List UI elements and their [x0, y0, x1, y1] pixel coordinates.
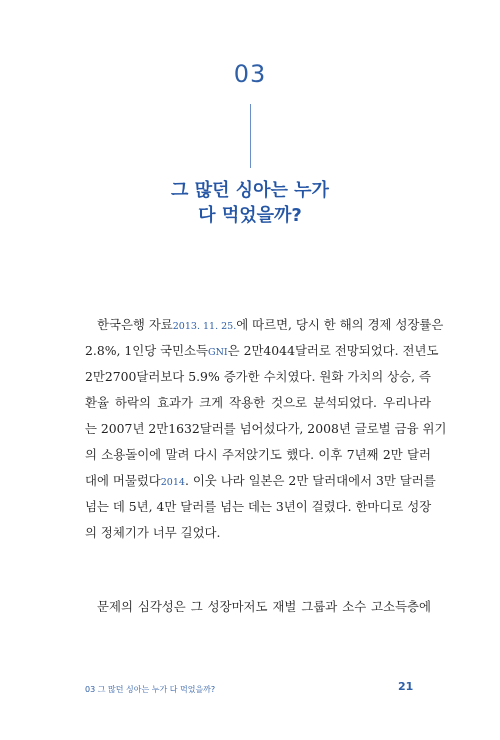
text-line: 2.8%, 1인당 국민소득GNI은 2만4044달러로 전망되었다. 전년도: [85, 343, 439, 358]
chapter-title: [0, 178, 500, 228]
text-line: 2만2700달러보다 5.9% 증가한 수치였다. 원화 가치의 상승, 즉: [85, 369, 431, 384]
body-paragraph-1: [85, 312, 447, 546]
abbreviation-note: GNI: [208, 347, 228, 358]
text-line: 의 정체기가 너무 길었다.: [85, 525, 221, 540]
body-paragraph-2: [85, 594, 431, 620]
text-line: 환율 하락의 효과가 크게 작용한 것으로 분석되었다. 우리나라: [85, 395, 431, 410]
text-line: 한국은행 자료2013. 11. 25.에 따르면, 당시 한 해의 경제 성장률은: [97, 317, 444, 332]
text-line: 대에 머물렀다2014. 이웃 나라 일본은 2만 달러대에서 3만 달러를: [85, 473, 436, 488]
text-line: 문제의 심각성은 그 성장마저도 재벌 그룹과 소수 고소득층에: [97, 599, 431, 614]
chapter-title-line-1: 그 많던 싱아는 누가: [171, 180, 329, 201]
text-line: 는 2007년 2만1632달러를 넘어섰다가, 2008년 글로벌 금융 위기: [85, 421, 447, 436]
source-note: 2013. 11. 25.: [172, 321, 237, 332]
chapter-number: 03: [233, 60, 267, 88]
running-title: 03 그 많던 싱아는 누가 다 먹었을까?: [85, 685, 216, 694]
year-note: 2014: [160, 477, 185, 488]
vertical-divider: [250, 104, 251, 168]
text-line: 의 소용돌이에 말려 다시 주저앉기도 했다. 이후 7년째 2만 달러: [85, 447, 431, 462]
chapter-title-line-2: 다 먹었을까?: [198, 205, 302, 226]
page-number: 21: [398, 680, 414, 693]
text-line: 넘는 데 5년, 4만 달러를 넘는 데는 3년이 걸렸다. 한마디로 성장: [85, 499, 432, 514]
